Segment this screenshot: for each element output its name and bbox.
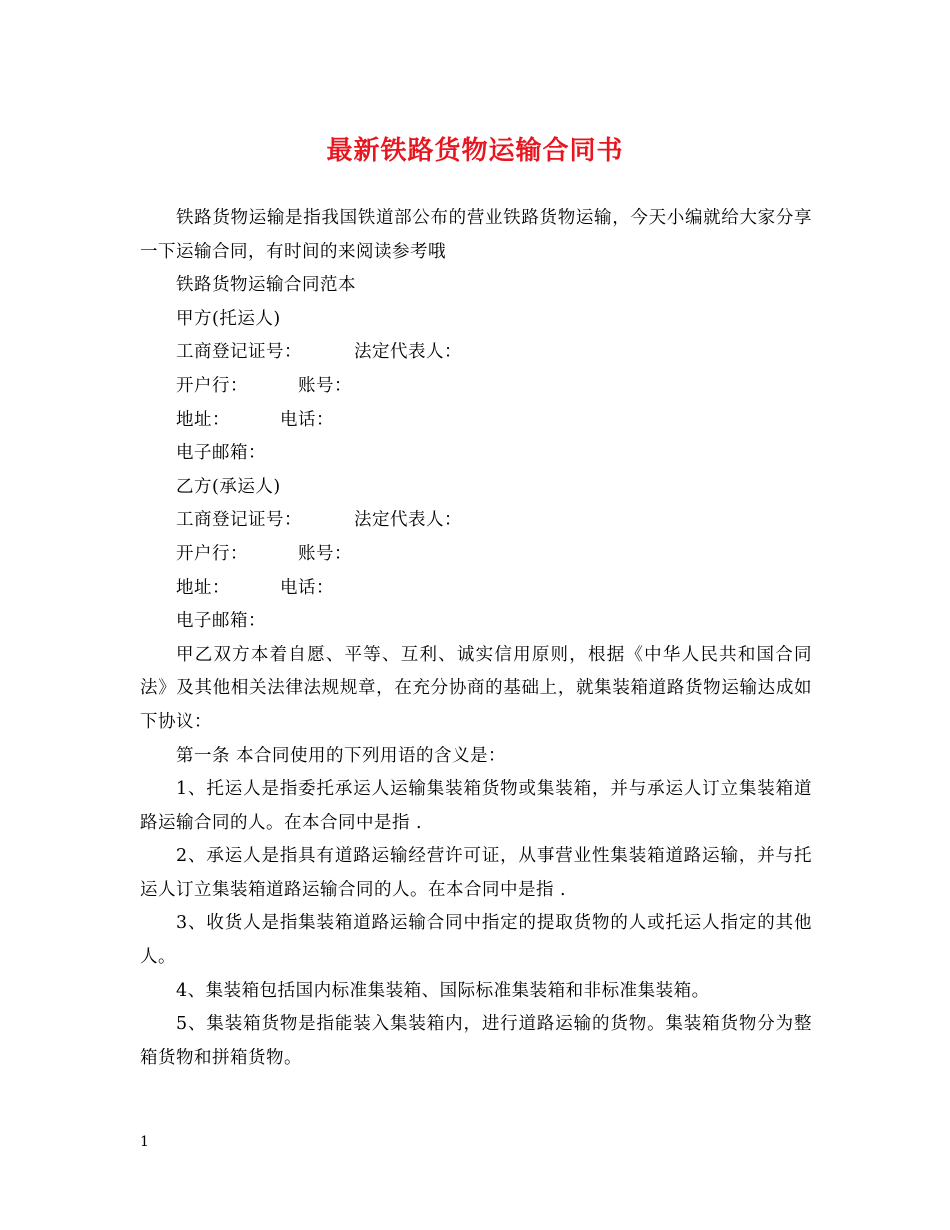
party-b-phone-label: 电话： [280, 577, 334, 598]
article-1-heading: 第一条 本合同使用的下列用语的含义是： [176, 745, 507, 766]
party-b-account-label: 账号： [298, 543, 352, 564]
document-body [140, 202, 812, 1075]
page-number: 1 [140, 1134, 149, 1150]
party-b-email-label: 电子邮箱： [176, 611, 266, 632]
party-b-rep-label: 法定代表人： [354, 510, 462, 531]
clause-5: 5、集装箱货物是指能装入集装箱内，进行道路运输的货物。集装箱货物分为整箱货物和拼箱货物。 [140, 1014, 812, 1068]
party-b-address-row [140, 572, 812, 606]
clause-3: 3、收货人是指集装箱道路运输合同中指定的提取货物的人或托运人指定的其他人。 [140, 913, 812, 968]
party-a-phone-label: 电话： [280, 409, 334, 430]
party-b-bank-row [140, 538, 812, 572]
party-b-heading: 乙方(承运人) [176, 476, 281, 497]
party-a-address-label: 地址： [176, 409, 230, 430]
party-b-bank-label: 开户行： [176, 543, 248, 564]
sample-heading: 铁路货物运输合同范本 [176, 275, 356, 296]
party-a-rep-label: 法定代表人： [354, 342, 462, 363]
intro-paragraph: 铁路货物运输是指我国铁道部公布的营业铁路货物运输，今天小编就给大家分享一下运输合同，有时间的来阅读参考哦 [140, 208, 812, 262]
clause-1: 1、托运人是指委托承运人运输集装箱货物或集装箱，并与承运人订立集装箱道路运输合同的人。在本合同中是指 . [140, 779, 812, 833]
party-a-email-label: 电子邮箱： [176, 443, 266, 464]
party-a-address-row [140, 404, 812, 438]
party-b-address-label: 地址： [176, 577, 230, 598]
party-a-bank-label: 开户行： [176, 375, 248, 396]
party-a-account-label: 账号： [298, 375, 352, 396]
document-title: 最新铁路货物运输合同书 [326, 136, 624, 166]
party-a-bank-row [140, 370, 812, 404]
party-a-reg-label: 工商登记证号： [176, 342, 302, 363]
clause-2: 2、承运人是指具有道路运输经营许可证，从事营业性集装箱道路运输，并与托运人订立集装箱道路运输合同的人。在本合同中是指 . [140, 846, 812, 900]
party-b-reg-row [140, 504, 812, 538]
party-a-reg-row [140, 336, 812, 370]
party-b-reg-label: 工商登记证号： [176, 510, 302, 531]
party-a-heading: 甲方(托运人) [176, 308, 281, 329]
preamble-paragraph: 甲乙双方本着自愿、平等、互利、诚实信用原则，根据《中华人民共和国合同法》及其他相关法律法规规章，在充分协商的基础上，就集装箱道路货物运输达成如下协议： [140, 644, 812, 732]
clause-4: 4、集装箱包括国内标准集装箱、国际标准集装箱和非标准集装箱。 [176, 980, 710, 1001]
